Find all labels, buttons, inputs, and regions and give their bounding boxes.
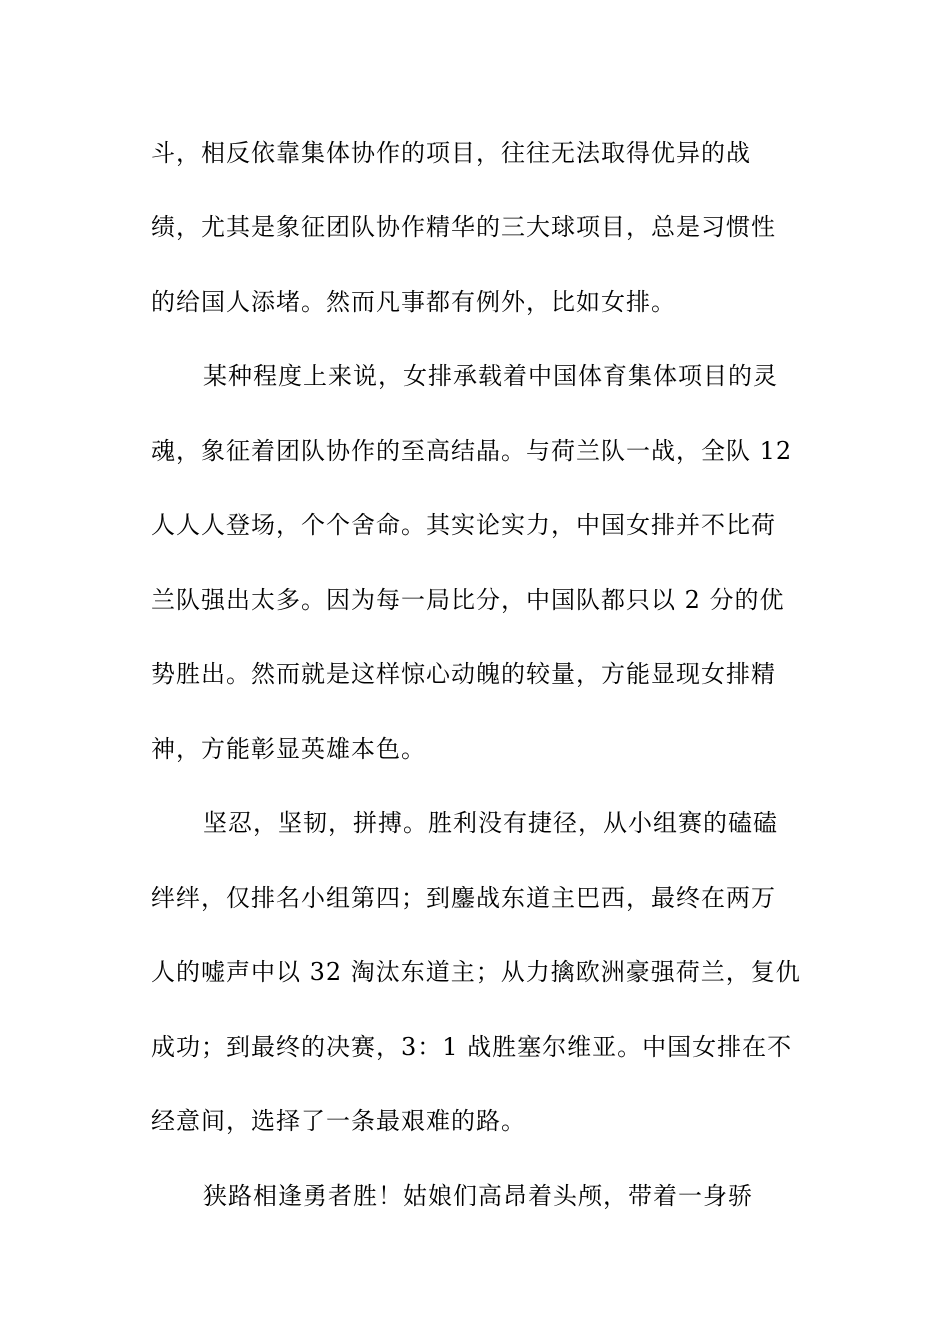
text-line: 人的嘘声中以 32 淘汰东道主；从力擒欧洲豪强荷兰，复仇	[151, 958, 801, 986]
text-line: 斗，相反依靠集体协作的项目，往往无法取得优异的战	[151, 139, 751, 167]
text-line: 成功；到最终的决赛，3：1 战胜塞尔维亚。中国女排在不	[151, 1033, 793, 1061]
text-line: 经意间，选择了一条最艰难的路。	[151, 1107, 526, 1135]
text-line: 绩，尤其是象征团队协作精华的三大球项目，总是习惯性	[151, 213, 776, 241]
text-line: 神，方能彰显英雄本色。	[151, 735, 426, 763]
text-line: 兰队强出太多。因为每一局比分，中国队都只以 2 分的优	[151, 586, 785, 614]
text-line: 魂，象征着团队协作的至高结晶。与荷兰队一战，全队 12	[151, 437, 793, 465]
text-line: 势胜出。然而就是这样惊心动魄的较量，方能显现女排精	[151, 660, 776, 688]
text-line: 人人人登场，个个舍命。其实论实力，中国女排并不比荷	[151, 511, 776, 539]
text-line: 绊绊，仅排名小组第四；到鏖战东道主巴西，最终在两万	[151, 884, 776, 912]
text-line: 的给国人添堵。然而凡事都有例外，比如女排。	[151, 288, 676, 316]
paragraph-first-line: 坚忍，坚韧，拼搏。胜利没有捷径，从小组赛的磕磕	[203, 809, 778, 837]
paragraph-first-line: 某种程度上来说，女排承载着中国体育集体项目的灵	[203, 362, 778, 390]
paragraph-first-line: 狭路相逢勇者胜！姑娘们高昂着头颅，带着一身骄	[203, 1182, 753, 1210]
